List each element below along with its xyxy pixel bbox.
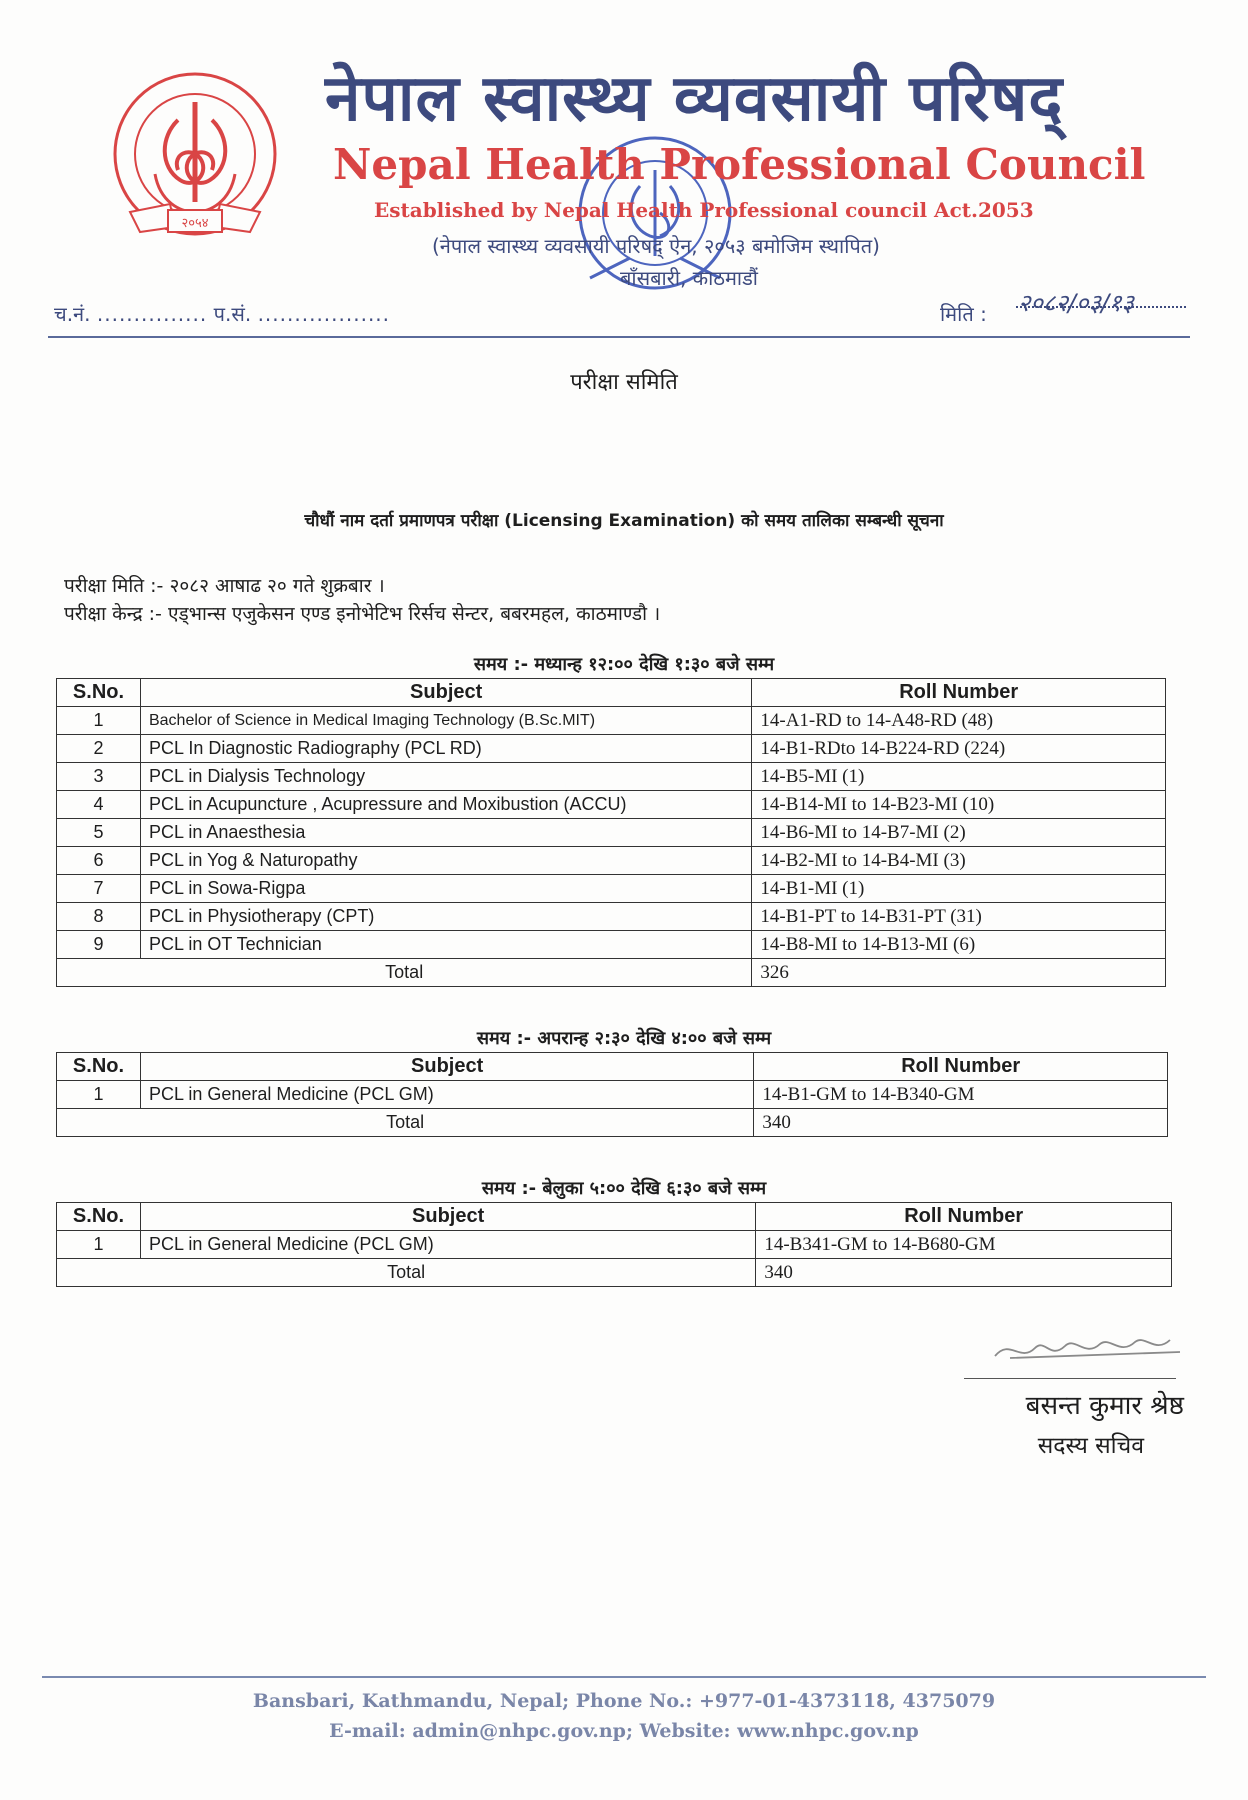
row-subject: PCL in Anaesthesia — [140, 819, 751, 847]
row-sno: 8 — [57, 903, 141, 931]
signer-title: सदस्य सचिव — [1037, 1433, 1144, 1459]
ref-number-label: च.नं. — [54, 302, 91, 326]
table-row — [57, 735, 1166, 763]
row-sno: 1 — [57, 1081, 141, 1109]
header-divider — [48, 336, 1190, 338]
total-label: Total — [57, 1109, 754, 1137]
total-label: Total — [57, 959, 752, 987]
row-roll: 14-B341-GM to 14-B680-GM — [756, 1231, 1172, 1259]
row-roll: 14-B6-MI to 14-B7-MI (2) — [752, 819, 1166, 847]
row-sno: 9 — [57, 931, 141, 959]
row-roll: 14-B1-GM to 14-B340-GM — [754, 1081, 1168, 1109]
committee-heading: परीक्षा समिति — [570, 370, 678, 395]
col-subject-header: Subject — [140, 1053, 753, 1081]
row-subject: PCL in Acupuncture , Acupressure and Moxibustion (ACCU) — [140, 791, 751, 819]
row-roll: 14-B14-MI to 14-B23-MI (10) — [752, 791, 1166, 819]
table-row — [57, 847, 1166, 875]
row-sno: 4 — [57, 791, 141, 819]
table-row — [57, 819, 1166, 847]
col-roll-header: Roll Number — [756, 1203, 1172, 1231]
col-roll-header: Roll Number — [754, 1053, 1168, 1081]
table-row — [57, 707, 1166, 735]
council-logo — [100, 62, 290, 252]
date-label: मिति : — [940, 302, 987, 326]
notice-heading: चौधौं नाम दर्ता प्रमाणपत्र परीक्षा (Licensing Examination) को समय तालिका सम्बन्धी सूचना — [304, 511, 944, 531]
session-3-time: समय :- बेलुका ५:०० देखि ६:३० बजे सम्म — [481, 1178, 767, 1199]
row-roll: 14-B1-PT to 14-B31-PT (31) — [752, 903, 1166, 931]
established-line: Established by Nepal Health Professional council Act.2053 — [374, 198, 1034, 222]
row-sno: 7 — [57, 875, 141, 903]
row-subject: PCL In Diagnostic Radiography (PCL RD) — [140, 735, 751, 763]
date-value: २०८२/०३/१३ — [1018, 289, 1135, 317]
row-sno: 6 — [57, 847, 141, 875]
total-label: Total — [57, 1259, 756, 1287]
logo-year: २०५४ — [181, 216, 209, 231]
row-sno: 2 — [57, 735, 141, 763]
col-sno-header: S.No. — [57, 1203, 141, 1231]
footer-divider — [42, 1676, 1206, 1678]
col-roll-header: Roll Number — [752, 679, 1166, 707]
signature-line — [964, 1378, 1176, 1379]
table-header-row — [57, 679, 1166, 707]
table-header-row — [57, 1053, 1168, 1081]
row-roll: 14-B1-RDto 14-B224-RD (224) — [752, 735, 1166, 763]
address-nepali: बाँसबारी, काठमाडौं — [620, 266, 758, 290]
session-1-time: समय :- मध्यान्ह १२:०० देखि १:३० बजे सम्म — [473, 654, 775, 675]
total-value: 326 — [752, 959, 1166, 987]
row-sno: 1 — [57, 1231, 141, 1259]
row-roll: 14-A1-RD to 14-A48-RD (48) — [752, 707, 1166, 735]
table-header-row — [57, 1203, 1172, 1231]
row-subject: PCL in General Medicine (PCL GM) — [140, 1231, 755, 1259]
act-line-nepali: (नेपाल स्वास्थ्य व्यवसायी परिषद् ऐन, २०५३ बमोजिम स्थापित) — [432, 234, 880, 258]
col-sno-header: S.No. — [57, 1053, 141, 1081]
letter-number-label: प.सं. — [213, 302, 252, 326]
row-roll: 14-B1-MI (1) — [752, 875, 1166, 903]
table-row — [57, 903, 1166, 931]
row-roll: 14-B2-MI to 14-B4-MI (3) — [752, 847, 1166, 875]
total-value: 340 — [754, 1109, 1168, 1137]
signer-name: बसन्त कुमार श्रेष्ठ — [1025, 1391, 1184, 1421]
row-subject: PCL in General Medicine (PCL GM) — [140, 1081, 753, 1109]
row-subject: PCL in Yog & Naturopathy — [140, 847, 751, 875]
exam-centre-line: परीक्षा केन्द्र :- एड्भान्स एजुकेसन एण्ड इनोभेटिभ रिर्सच सेन्टर, बबरमहल, काठमाण्डौ । — [64, 603, 661, 625]
table-total-row — [57, 959, 1166, 987]
council-title-nepali: नेपाल स्वास्थ्य व्यवसायी परिषद् — [325, 62, 1064, 136]
col-sno-header: S.No. — [57, 679, 141, 707]
session-3-table — [56, 1202, 1172, 1287]
row-roll: 14-B8-MI to 14-B13-MI (6) — [752, 931, 1166, 959]
row-sno: 3 — [57, 763, 141, 791]
row-sno: 5 — [57, 819, 141, 847]
session-2-time: समय :- अपरान्ह २:३० देखि ४:०० बजे सम्म — [476, 1028, 772, 1049]
reference-row: च.नं. ............... प.सं. .................. — [54, 302, 391, 326]
handwritten-signature — [990, 1328, 1190, 1368]
footer-email-website: E-mail: admin@nhpc.gov.np; Website: www.nhpc.gov.np — [329, 1720, 919, 1742]
total-value: 340 — [756, 1259, 1172, 1287]
table-row — [57, 931, 1166, 959]
table-row — [57, 1231, 1172, 1259]
footer-address-phone: Bansbari, Kathmandu, Nepal; Phone No.: +977-01-4373118, 4375079 — [252, 1690, 996, 1712]
row-subject: PCL in Physiotherapy (CPT) — [140, 903, 751, 931]
table-row — [57, 1081, 1168, 1109]
council-title-english: Nepal Health Professional Council — [333, 140, 1146, 189]
date-dotted-line — [1016, 306, 1186, 308]
row-subject: PCL in Sowa-Rigpa — [140, 875, 751, 903]
row-roll: 14-B5-MI (1) — [752, 763, 1166, 791]
table-total-row — [57, 1109, 1168, 1137]
session-2-table — [56, 1052, 1168, 1137]
col-subject-header: Subject — [140, 1203, 755, 1231]
table-total-row — [57, 1259, 1172, 1287]
exam-date-line: परीक्षा मिति :- २०८२ आषाढ २० गते शुक्रबार । — [64, 575, 385, 597]
row-subject: Bachelor of Science in Medical Imaging Technology (B.Sc.MIT) — [140, 707, 751, 735]
row-subject: PCL in OT Technician — [140, 931, 751, 959]
session-1-table — [56, 678, 1166, 987]
row-sno: 1 — [57, 707, 141, 735]
col-subject-header: Subject — [140, 679, 751, 707]
table-row — [57, 763, 1166, 791]
row-subject: PCL in Dialysis Technology — [140, 763, 751, 791]
table-row — [57, 791, 1166, 819]
table-row — [57, 875, 1166, 903]
